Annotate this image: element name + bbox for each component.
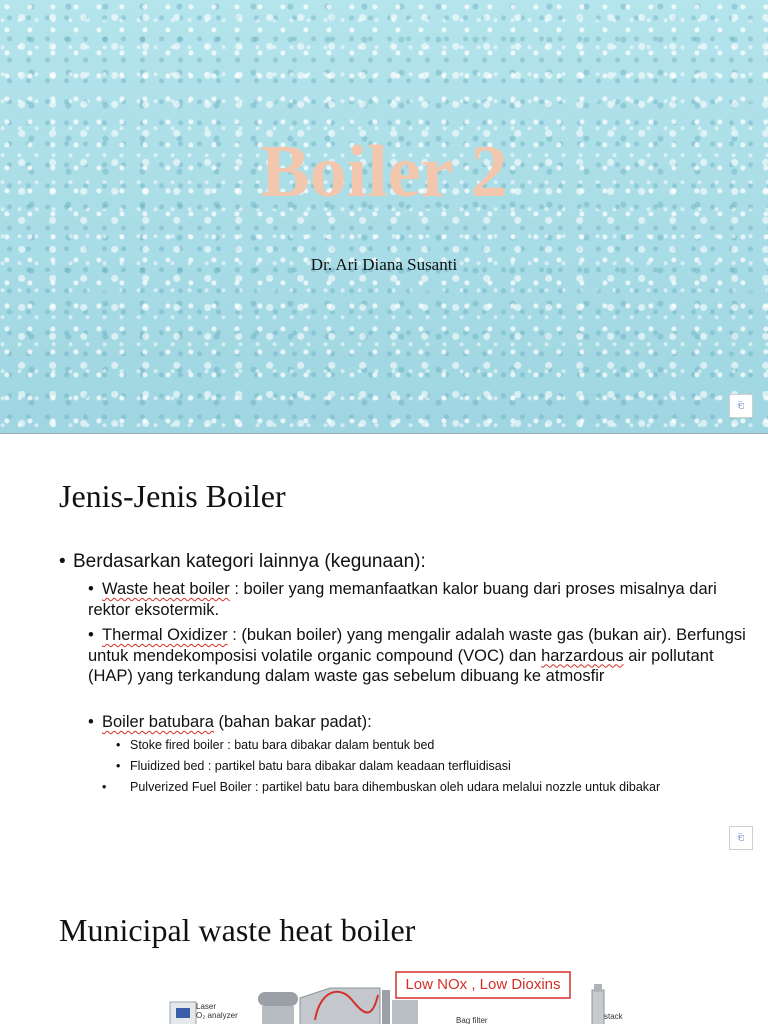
sub-bullet-item: [88, 625, 748, 687]
term-harzardous: harzardous: [541, 646, 624, 665]
bullet-text: air pollutant (HAP) yang terkandung dalam waste gas sebelum dibuang ke atmosfir: [88, 646, 714, 685]
slide-divider: [0, 433, 768, 434]
bullet-text: Pulverized Fuel Boiler : partikel batu bara dihembuskan oleh udara melalui nozzle untuk dibakar: [130, 780, 661, 794]
bullet-text: Stoke fired boiler : batu bara dibakar dalam bentuk bed: [130, 738, 435, 752]
bullet-dot-icon: •: [102, 780, 107, 794]
bullet-dot-icon: •: [88, 626, 94, 644]
boiler-diagram: [0, 960, 768, 1024]
bullet-dot-icon: •: [59, 551, 66, 572]
sub-sub-bullet-item: [116, 758, 716, 775]
bullet-dot-icon: •: [88, 580, 94, 598]
term-waste-heat-boiler: Waste heat boiler: [102, 580, 230, 598]
label-bag-filter: Bag filter: [456, 1016, 488, 1024]
bullet-text: : boiler yang memanfaatkan kalor buang dari proses misalnya dari rektor eksotermik.: [88, 580, 717, 619]
boiler-diagram-illustration: [0, 960, 768, 1024]
bullet-item: [59, 551, 426, 573]
sub-bullet-item: [88, 712, 748, 733]
bullet-text: : (bukan boiler) yang mengalir adalah waste gas (bukan air). Berfungsi untuk mendekomposisi volatile organic compound (VOC) dan: [88, 626, 746, 665]
label-laser: Laser: [196, 1002, 217, 1011]
bullet-text: (bahan bakar padat):: [213, 713, 372, 731]
sub-sub-bullet-item: [102, 779, 720, 796]
bullet-dot-icon: •: [88, 713, 94, 731]
label-analyzer: O₂ analyzer: [196, 1011, 238, 1020]
slide-heading: Jenis-Jenis Boiler: [59, 478, 286, 514]
title-slide: [0, 0, 768, 433]
slide-heading: Municipal waste heat boiler: [59, 912, 416, 948]
sub-bullet-item: [88, 579, 748, 620]
diagram-banner: Low NOx , Low Dioxins: [405, 976, 561, 993]
bullet-text: Fluidized bed : partikel batu bara dibakar dalam keadaan terfluidisasi: [130, 759, 511, 773]
bullet-dot-icon: •: [116, 738, 121, 752]
bullet-dot-icon: •: [116, 759, 121, 773]
page-view-icon[interactable]: ⎗: [729, 826, 753, 850]
term-boiler-batubara: Boiler batubara: [102, 713, 214, 731]
sub-sub-bullet-item: [116, 737, 716, 754]
page-view-icon[interactable]: ⎗: [729, 394, 753, 418]
bullet-text: Berdasarkan kategori lainnya (kegunaan):: [73, 551, 426, 572]
label-stack: stack: [604, 1012, 623, 1021]
term-thermal-oxidizer: Thermal Oxidizer: [102, 626, 228, 644]
slide-title: Boiler 2: [260, 131, 508, 213]
slide-subtitle: Dr. Ari Diana Susanti: [310, 255, 458, 274]
